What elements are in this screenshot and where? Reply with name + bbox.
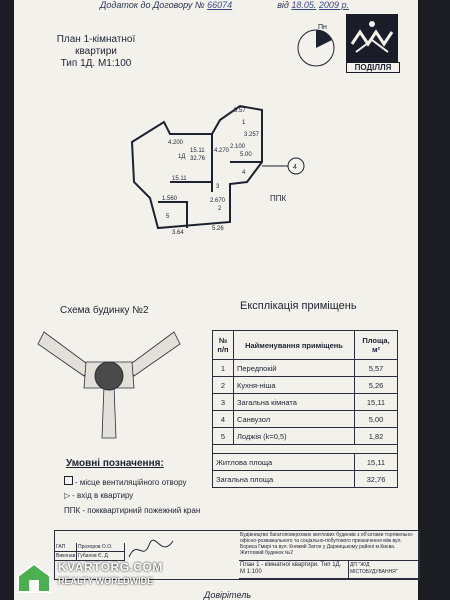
dimension-label: 5.57 <box>234 108 246 114</box>
row-num: 3 <box>213 394 234 411</box>
apartment-area-living: 15.11 <box>190 148 205 154</box>
stamp-role: Виконав <box>56 553 76 559</box>
table-row <box>213 428 398 445</box>
table-row <box>213 377 398 394</box>
explication-header-row <box>213 331 398 360</box>
stamp-name: Прохоров О.О. <box>77 543 125 552</box>
total-area-value: 32,76 <box>355 471 398 488</box>
dimension-label: 2.100 <box>230 144 246 150</box>
dimension-label: 3.64 <box>172 230 184 236</box>
header-name: Найменування приміщень <box>234 331 355 360</box>
dimension-label: 5.00 <box>240 152 252 158</box>
legend-item-ventilation: - місце вентиляційного отвору <box>64 476 187 487</box>
contract-prefix: Додаток до Договору № <box>100 0 205 10</box>
plan-title <box>36 34 156 70</box>
row-area: 5,26 <box>355 377 398 394</box>
stamp-org-text: Будівництво багатоповерхових житлових будинків з об'єктами торгівельно-офісно-розважального та соціально-побутового призначення між вул. Бориса Гмирі та вул. Княжий Затон у Дарницькому районі м.Києва. Житловий будинок №2 <box>239 531 419 561</box>
explication-title: Експлікація приміщень <box>240 300 357 312</box>
bottom-text: Довірітель <box>204 590 252 600</box>
logo-label: ПОДІЛЛЯ <box>346 62 400 73</box>
dimension-label: 3.257 <box>244 132 260 138</box>
total-area-row <box>213 471 398 488</box>
entrance-arrow-icon: ▷ <box>64 491 71 500</box>
contract-header <box>100 0 349 10</box>
room-number: 5 <box>166 214 170 220</box>
compass-icon <box>294 26 338 70</box>
dimension-label: 5.26 <box>212 226 224 232</box>
dimension-label: 1.560 <box>162 196 178 202</box>
stamp-plan-text: План 1 - кімнатної квартири. Тип 1Д. М 1:100 <box>239 561 349 579</box>
compass-label: Пн <box>318 24 327 31</box>
stamp-name: Губанов Є. Д. <box>77 552 125 561</box>
stamp-role: ГАП <box>55 543 77 552</box>
schema-title: Схема будинку №2 <box>60 305 149 316</box>
kvartorg-watermark <box>14 560 184 596</box>
table-row <box>213 411 398 428</box>
living-area-value: 15,11 <box>355 454 398 471</box>
row-area: 1,82 <box>355 428 398 445</box>
watermark-sub: REALTY WORLDWIDE <box>58 576 154 586</box>
building-schema-diagram <box>34 322 184 442</box>
room-number: 4 <box>242 170 246 176</box>
dimension-label: 4.270 <box>214 148 230 154</box>
explication-table <box>212 330 398 488</box>
row-name: Загальна кімната <box>234 394 355 411</box>
room-number: 2 <box>218 206 222 212</box>
apartment-label: 1Д <box>178 154 186 160</box>
dimension-label: 2.670 <box>210 198 226 204</box>
legend-item-ppk: ППК - покквартирний пожежний кран <box>64 506 201 515</box>
ventilation-icon <box>64 476 73 485</box>
table-row <box>213 394 398 411</box>
date-prefix: від <box>277 0 289 10</box>
row-name: Лоджія (k=0,5) <box>234 428 355 445</box>
row-num: 4 <box>213 411 234 428</box>
watermark-main: KVARTORG.COM <box>58 560 163 574</box>
plan-title-line: Тип 1Д. М1:100 <box>60 58 132 69</box>
house-logo-icon <box>14 560 54 594</box>
document-sheet <box>14 0 418 600</box>
legend-item-entrance: ▷ - вхід в квартиру <box>64 491 134 500</box>
header-area: Площа, м² <box>355 331 398 360</box>
date-value: 18.05. <box>291 0 317 10</box>
section-marker: 4 <box>293 164 297 171</box>
apartment-floor-plan <box>112 92 312 242</box>
total-area-label: Загальна площа <box>213 471 355 488</box>
plan-title-line: План 1-кімнатної <box>56 34 136 45</box>
year-value: 2009 р. <box>318 0 349 10</box>
ppk-label: ППК <box>270 194 287 203</box>
podillya-logo <box>346 14 398 62</box>
row-name: Передпокій <box>234 360 355 377</box>
plan-title-line: квартири <box>75 46 117 57</box>
room-number: 3 <box>216 184 220 190</box>
stamp-company: ДП "Ж/Д МІСТОБУДУВАННЯ" <box>349 561 419 579</box>
row-area: 5,57 <box>355 360 398 377</box>
table-row <box>213 445 398 454</box>
contract-number: 66074 <box>207 0 233 10</box>
living-area-label: Житлова площа <box>213 454 355 471</box>
row-num: 5 <box>213 428 234 445</box>
row-num: 2 <box>213 377 234 394</box>
apartment-area-total: 32.76 <box>190 156 206 162</box>
header-num: № п/п <box>213 331 234 360</box>
row-name: Кухня-ніша <box>234 377 355 394</box>
living-area-row <box>213 454 398 471</box>
table-row <box>213 360 398 377</box>
dimension-label: 15.11 <box>172 176 187 182</box>
dimension-label: 4.200 <box>168 140 184 146</box>
row-area: 15,11 <box>355 394 398 411</box>
room-number: 1 <box>242 120 246 126</box>
legend-title: Умовні позначення: <box>66 458 164 469</box>
row-name: Санвузол <box>234 411 355 428</box>
row-num: 1 <box>213 360 234 377</box>
row-area: 5,00 <box>355 411 398 428</box>
